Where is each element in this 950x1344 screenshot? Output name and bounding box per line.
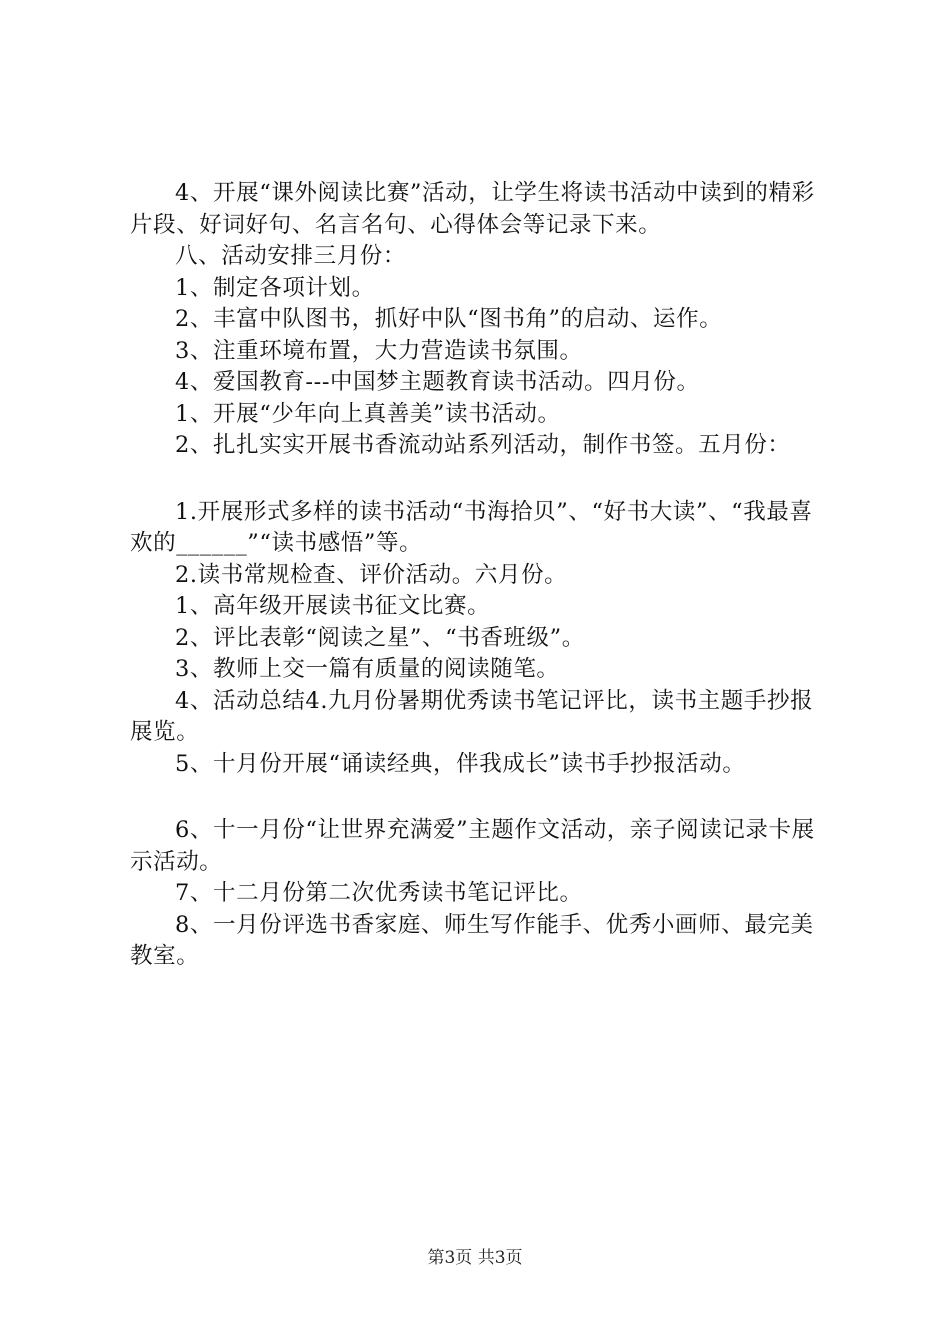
paragraph: 1.开展形式多样的读书活动“书海拾贝”、“好书大读”、“我最喜欢的______”“读书感悟”等。 (130, 498, 813, 556)
paragraph: 1、开展“少年向上真善美”读书活动。 (175, 400, 561, 427)
paragraph: 2.读书常规检查、评价活动。六月份。 (175, 561, 568, 588)
document-body (130, 178, 830, 973)
paragraph: 5、十月份开展“诵读经典，伴我成长”读书手抄报活动。 (175, 750, 746, 777)
paragraph: 1、高年级开展读书征文比赛。 (175, 593, 491, 619)
paragraph: 八、活动安排三月份： (175, 243, 407, 269)
paragraph: 6、十一月份“让世界充满爱”主题作文活动，亲子阅读记录卡展示活动。 (130, 817, 815, 875)
paragraph: 3、注重环境布置，大力营造读书氛围。 (175, 337, 583, 364)
paragraph: 4、开展“课外阅读比赛”活动，让学生将读书活动中读到的精彩片段、好词好句、名言名句、心得体会等记录下来。 (130, 180, 815, 238)
page-number-footer: 第3页 共3页 (427, 1248, 523, 1268)
paragraph: 2、扎扎实实开展书香流动站系列活动，制作书签。五月份： (175, 432, 791, 458)
paragraph: 2、评比表彰“阅读之星”、“书香班级”。 (175, 624, 585, 651)
paragraph: 7、十二月份第二次优秀读书笔记评比。 (175, 880, 583, 906)
paragraph: 1、制定各项计划。 (175, 274, 375, 301)
paragraph: 8、一月份评选书香家庭、师生写作能手、优秀小画师、最完美教室。 (130, 911, 814, 969)
paragraph: 2、丰富中队图书，抓好中队“图书角”的启动、运作。 (175, 306, 723, 332)
paragraph: 3、教师上交一篇有质量的阅读随笔。 (175, 656, 560, 682)
paragraph: 4、爱国教育---中国梦主题教育读书活动。四月份。 (175, 369, 700, 395)
paragraph: 4、活动总结4.九月份暑期优秀读书笔记评比，读书主题手抄报展览。 (130, 687, 814, 745)
